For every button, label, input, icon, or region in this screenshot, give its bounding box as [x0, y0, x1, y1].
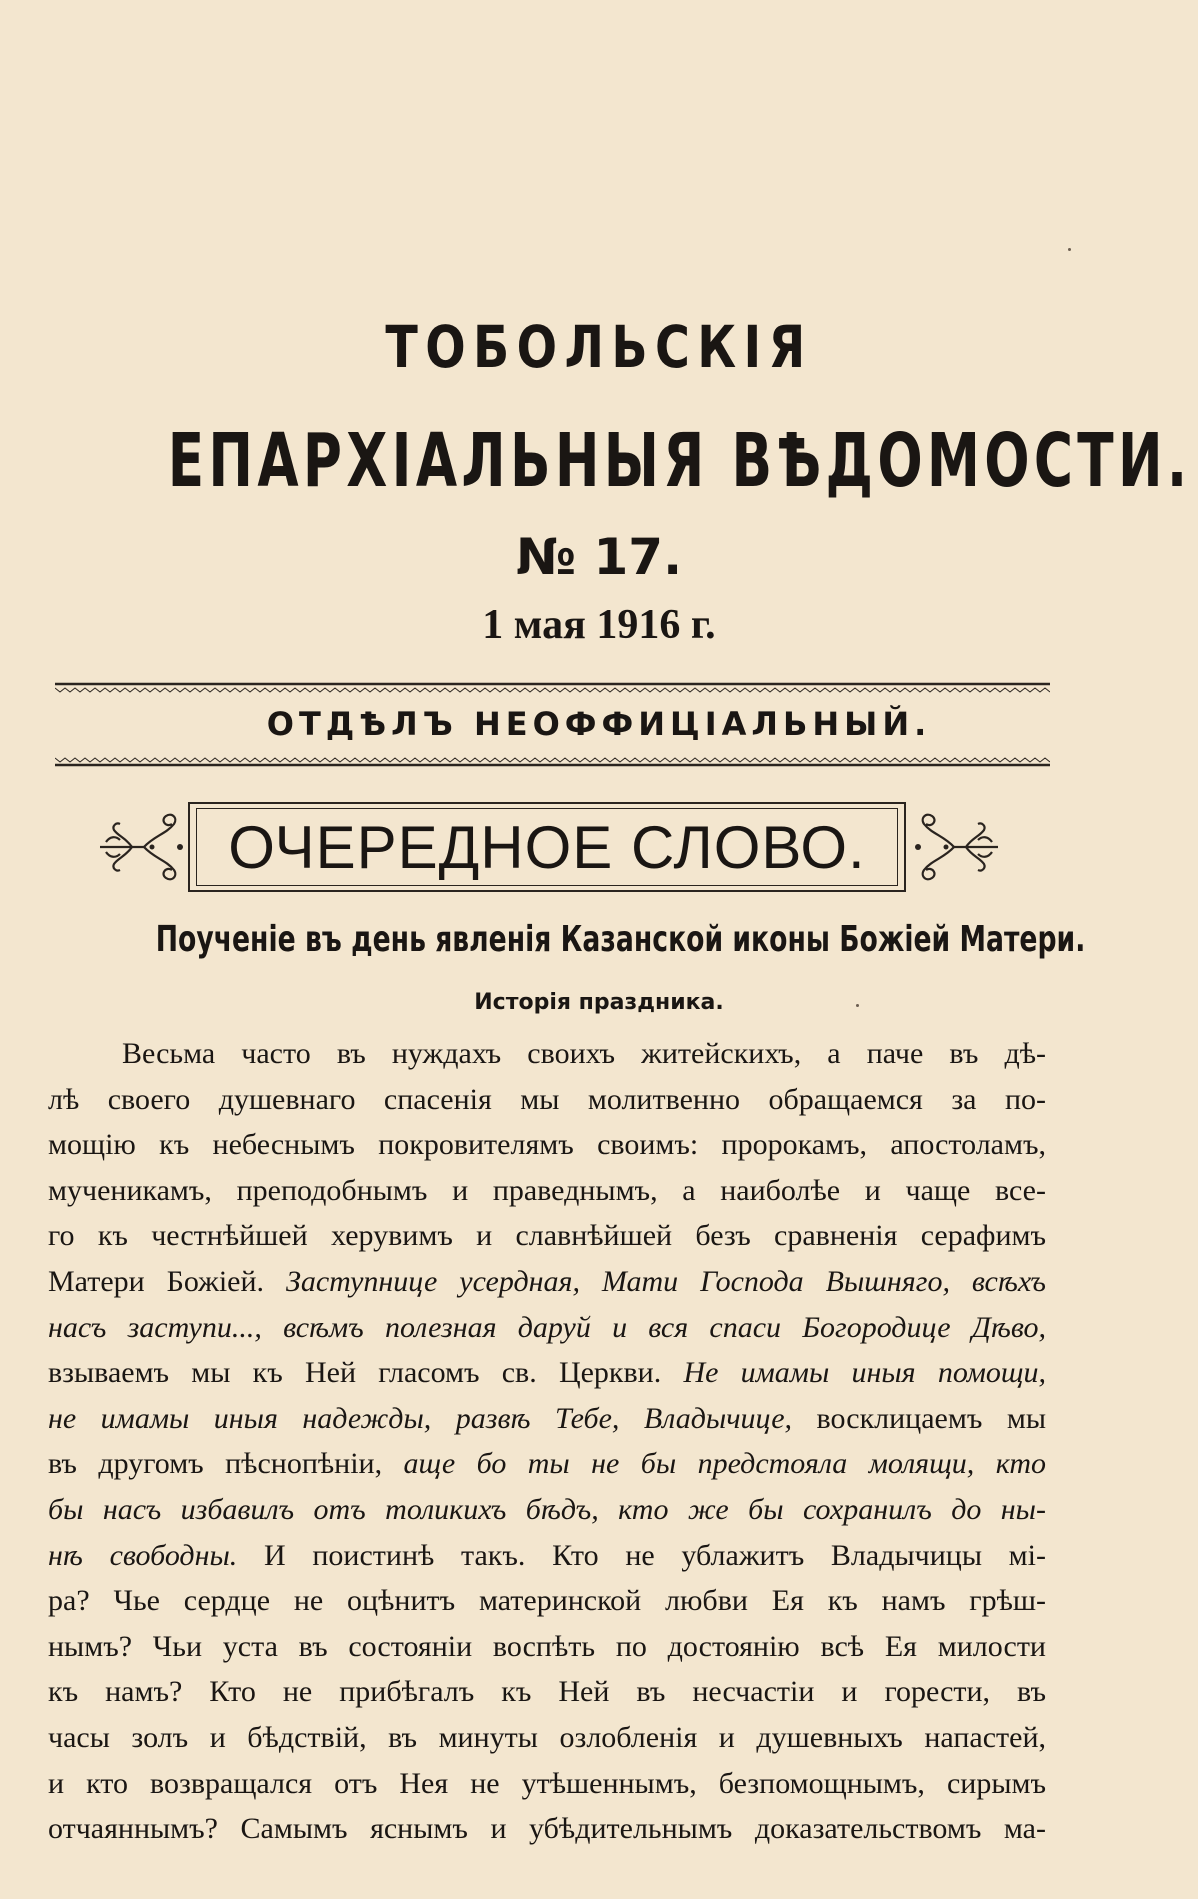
text-run: къ намъ? Кто не прибѣгалъ къ Ней въ несчастіи и горести, въ: [48, 1675, 1046, 1709]
body-line: [48, 1761, 1046, 1807]
section-header: ОТДѢЛЪ НЕОФФИЦІАЛЬНЫЙ.: [266, 705, 932, 743]
issue-date: 1 мая 1916 г.: [482, 602, 716, 648]
article-title: ОЧЕРЕДНОЕ СЛОВО.: [228, 814, 866, 881]
body-line: [48, 1122, 1046, 1168]
paper-speck: [1068, 248, 1071, 251]
body-line: [48, 1031, 1046, 1077]
article-body: [48, 1031, 1046, 1852]
text-run: мощію къ небеснымъ покровителямъ своимъ: пророкамъ, апостоламъ,: [48, 1128, 1046, 1162]
body-line: [48, 1669, 1046, 1715]
body-line: [48, 1168, 1046, 1214]
top-decorative-rule: [55, 682, 1050, 694]
italic-quote-run: Заступнице усердная, Мати Господа Вышняго, всѣхъ: [286, 1264, 1046, 1298]
masthead-title-line2: ЕПАРХІАЛЬНЫЯ ВѢДОМОСТИ.: [167, 418, 1192, 504]
text-run: го къ честнѣйшей херувимъ и славнѣйшей безъ сравненія серафимъ: [48, 1219, 1046, 1253]
body-line: [48, 1441, 1046, 1487]
left-flourish-ornament: [96, 806, 184, 893]
text-run: часы золъ и бѣдствій, въ минуты озлобленія и душевныхъ напастей,: [48, 1720, 1046, 1754]
body-line: [48, 1077, 1046, 1123]
body-line: [48, 1396, 1046, 1442]
paper-speck: [856, 1004, 859, 1007]
masthead-title-line1: ТОБОЛЬСКІЯ: [385, 313, 813, 381]
italic-quote-run: бы насъ избавилъ отъ толикихъ бѣдъ, кто же бы сохранилъ до ны-: [48, 1492, 1046, 1526]
body-line: [48, 1259, 1046, 1305]
italic-quote-run: аще бо ты не бы предстояла молящи, кто: [403, 1447, 1046, 1481]
bottom-decorative-rule: [55, 756, 1050, 768]
body-line: [48, 1806, 1046, 1852]
text-run: лѣ своего душевнаго спасенія мы молитвенно обращаемся за по-: [48, 1082, 1046, 1116]
italic-quote-run: насъ заступи..., всѣмъ полезная даруй и вся спаси Богородице Дѣво,: [48, 1310, 1046, 1344]
body-line: [48, 1213, 1046, 1259]
text-run: ра? Чье сердце не оцѣнитъ материнской любви Ея къ намъ грѣш-: [48, 1584, 1046, 1618]
text-run: Весьма часто въ нуждахъ своихъ житейскихъ, а паче въ дѣ-: [122, 1037, 1046, 1070]
body-line: [48, 1350, 1046, 1396]
italic-quote-run: Не имамы иныя помощи,: [683, 1356, 1046, 1390]
text-run: въ другомъ пѣснопѣніи,: [48, 1447, 404, 1481]
text-run: отчаяннымъ? Самымъ яснымъ и убѣдительнымъ доказательствомъ ма-: [48, 1812, 1046, 1846]
sermon-subtitle: Исторія праздника.: [474, 990, 724, 1015]
body-line: [48, 1578, 1046, 1624]
text-run: нымъ? Чьи уста въ состояніи воспѣть по достоянію всѣ Ея милости: [48, 1629, 1046, 1663]
body-line: [48, 1533, 1046, 1579]
text-run: взываемъ мы къ Ней гласомъ св. Церкви.: [48, 1356, 684, 1390]
text-run: Матери Божіей.: [48, 1264, 286, 1298]
italic-quote-run: не имамы иныя надежды, развѣ Тебе, Владычице,: [48, 1401, 793, 1435]
body-line: [48, 1305, 1046, 1351]
body-line: [48, 1624, 1046, 1670]
text-run: восклицаемъ мы: [792, 1401, 1046, 1435]
right-flourish-ornament: [914, 806, 1002, 893]
body-line: [48, 1715, 1046, 1761]
body-line: [48, 1487, 1046, 1533]
text-run: И поистинѣ такъ. Кто не ублажитъ Владычицы мі-: [237, 1538, 1046, 1572]
sermon-title: Поученіе въ день явленія Казанской иконы Божіей Матери.: [155, 919, 1086, 960]
text-run: и кто возвращался отъ Нея не утѣшеннымъ, безпомощнымъ, сирымъ: [48, 1766, 1046, 1800]
text-run: мученикамъ, преподобнымъ и праведнымъ, а наиболѣе и чаще все-: [48, 1173, 1046, 1207]
italic-quote-run: нѣ свободны.: [48, 1538, 238, 1572]
issue-number: № 17.: [515, 528, 683, 586]
